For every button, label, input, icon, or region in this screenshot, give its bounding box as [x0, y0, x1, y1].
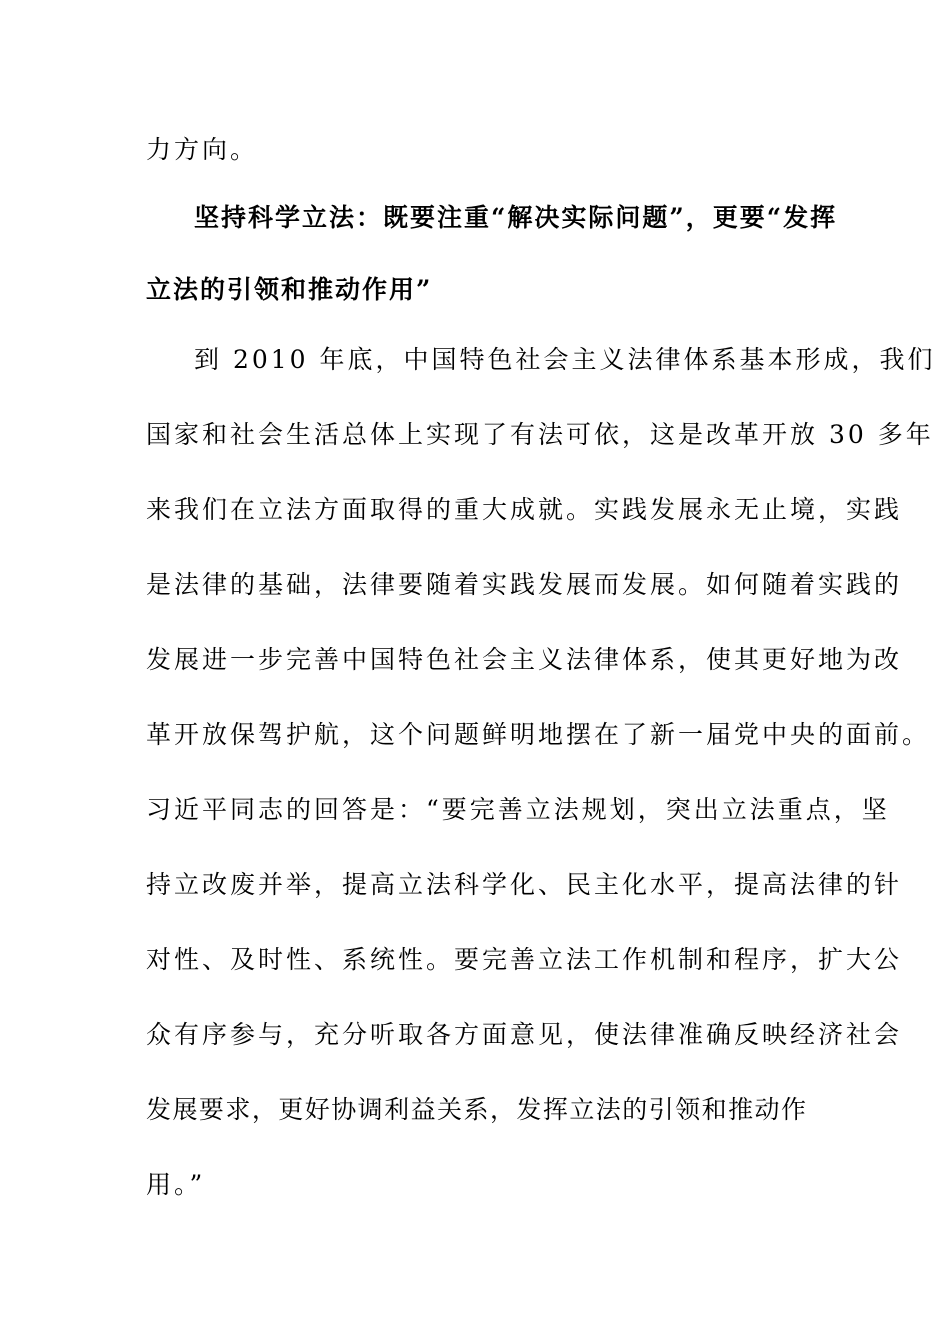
- paragraph-line: 是法律的基础，法律要随着实践发展而发展。如何随着实践的: [146, 570, 903, 599]
- section-heading-line-2: 立法的引领和推动作用”: [146, 275, 433, 304]
- paragraph-line: 来我们在立法方面取得的重大成就。实践发展永无止境，实践: [146, 495, 903, 524]
- paragraph-line: 对性、及时性、系统性。要完善立法工作机制和程序，扩大公: [146, 945, 903, 974]
- paragraph-line: 发展要求，更好协调利益关系，发挥立法的引领和推动作: [146, 1095, 806, 1124]
- paragraph-line-continuation: 力方向。: [146, 135, 259, 164]
- paragraph-line-end: 用。”: [146, 1170, 206, 1199]
- paragraph-line: 革开放保驾护航，这个问题鲜明地摆在了新一届党中央的面前。: [146, 720, 931, 749]
- paragraph-line: 发展进一步完善中国特色社会主义法律体系，使其更好地为改: [146, 645, 903, 674]
- paragraph-line: 持立改废并举，提高立法科学化、民主化水平，提高法律的针: [146, 870, 903, 899]
- paragraph-line: 国家和社会生活总体上实现了有法可依，这是改革开放 30 多年: [146, 420, 934, 449]
- paragraph-line: 习近平同志的回答是：“要完善立法规划，突出立法重点，坚: [146, 795, 890, 824]
- paragraph-line: 众有序参与，充分听取各方面意见，使法律准确反映经济社会: [146, 1020, 903, 1049]
- section-heading-line-1: 坚持科学立法：既要注重“解决实际问题”，更要“发挥: [194, 203, 838, 232]
- paragraph-line: 到 2010 年底，中国特色社会主义法律体系基本形成，我们: [194, 345, 936, 374]
